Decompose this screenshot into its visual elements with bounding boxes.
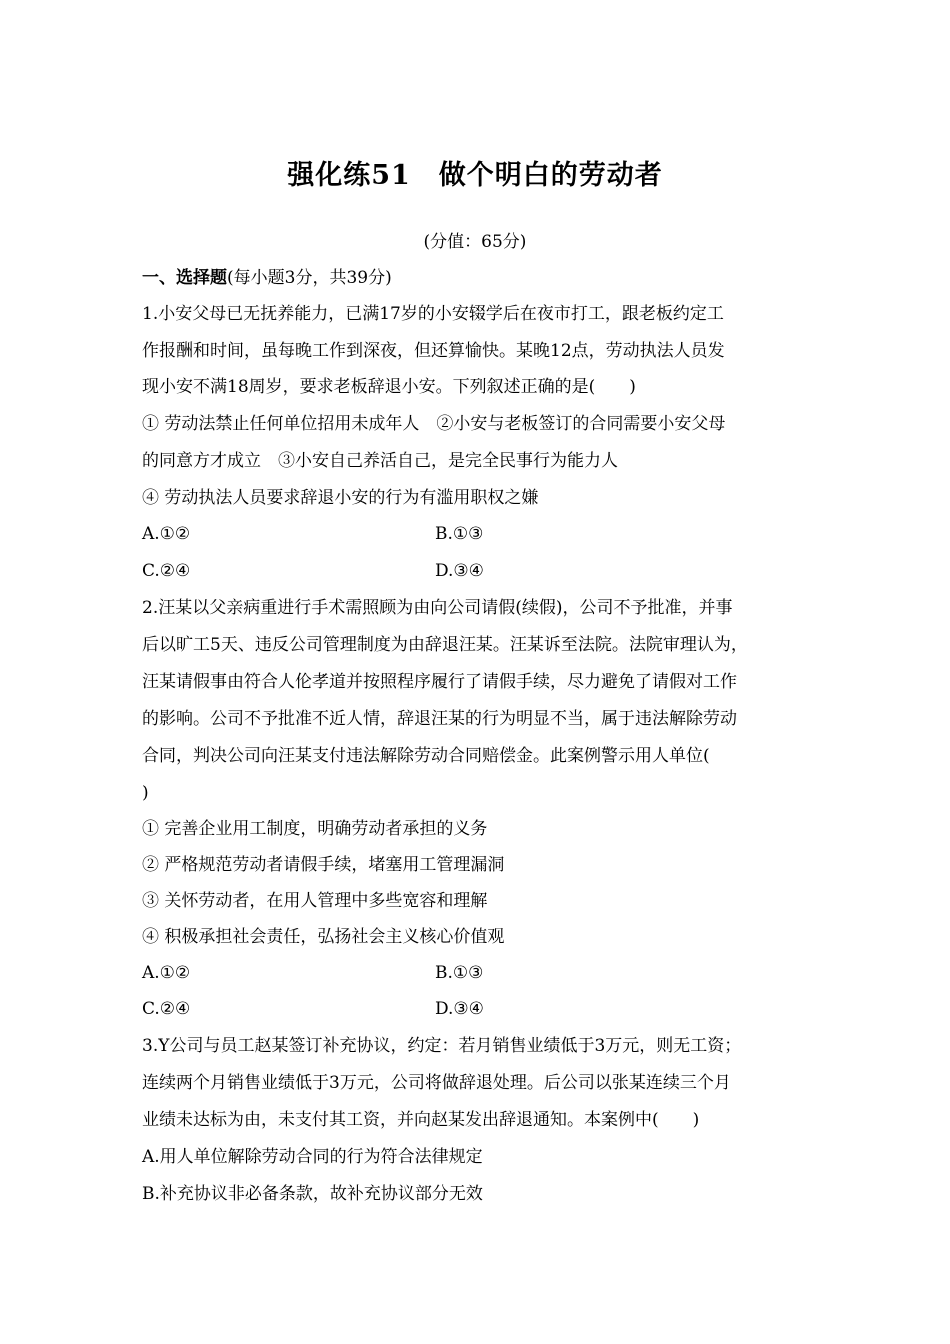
q3-line: 连续两个月销售业绩低于3万元，公司将做辞退处理。后公司以张某连续三个月: [142, 1073, 731, 1093]
q1-line: 作报酬和时间，虽每晚工作到深夜，但还算愉快。某晚12点，劳动执法人员发: [142, 341, 725, 361]
q2-option-a: A.①②: [142, 963, 191, 983]
q2-line: ③ 关怀劳动者，在用人管理中多些宽容和理解: [142, 891, 488, 911]
q2-line: 的影响。公司不予批准不近人情，辞退汪某的行为明显不当，属于违法解除劳动: [142, 709, 737, 729]
q3-line: 3.Y公司与员工赵某签订补充协议，约定：若月销售业绩低于3万元，则无工资；: [142, 1036, 742, 1056]
page-title: 强化练51 做个明白的劳动者: [287, 160, 663, 191]
q2-option-b: B.①③: [435, 963, 484, 983]
q2-option-c: C.②④: [142, 999, 191, 1019]
q2-option-d: D.③④: [435, 999, 484, 1019]
q2-line: ): [142, 783, 149, 803]
q2-line: 2.汪某以父亲病重进行手术需照顾为由向公司请假(续假)，公司不予批准，并事: [142, 598, 733, 618]
q1-option-a: A.①②: [142, 524, 191, 544]
q2-line: 汪某请假事由符合人伦孝道并按照程序履行了请假手续，尽力避免了请假对工作: [142, 672, 737, 692]
q3-option-a: A.用人单位解除劳动合同的行为符合法律规定: [142, 1147, 483, 1167]
q1-option-c: C.②④: [142, 561, 191, 581]
q1-line: 的同意方才成立 ③小安自己养活自己，是完全民事行为能力人: [142, 451, 618, 471]
score-subtitle: (分值：65分): [423, 232, 527, 252]
q2-line: ① 完善企业用工制度，明确劳动者承担的义务: [142, 819, 488, 839]
section-heading-text: 一、选择题: [142, 268, 227, 288]
q2-line: 后以旷工5天、违反公司管理制度为由辞退汪某。汪某诉至法院。法院审理认为，: [142, 635, 748, 655]
q1-line: ④ 劳动执法人员要求辞退小安的行为有滥用职权之嫌: [142, 488, 539, 508]
q2-line: 合同，判决公司向汪某支付违法解除劳动合同赔偿金。此案例警示用人单位(: [142, 746, 710, 766]
q1-option-b: B.①③: [435, 524, 484, 544]
q1-line: ① 劳动法禁止任何单位招用未成年人 ②小安与老板签订的合同需要小安父母: [142, 414, 726, 434]
section-note: (每小题3分，共39分): [227, 268, 392, 288]
section-heading: [142, 264, 392, 292]
q1-option-d: D.③④: [435, 561, 484, 581]
q3-option-b: B.补充协议非必备条款，故补充协议部分无效: [142, 1184, 483, 1204]
q2-line: ② 严格规范劳动者请假手续，堵塞用工管理漏洞: [142, 855, 505, 875]
q2-line: ④ 积极承担社会责任，弘扬社会主义核心价值观: [142, 927, 505, 947]
q1-line: 1.小安父母已无抚养能力，已满17岁的小安辍学后在夜市打工，跟老板约定工: [142, 304, 724, 324]
q1-line: 现小安不满18周岁，要求老板辞退小安。下列叙述正确的是( ): [142, 377, 636, 397]
q3-line: 业绩未达标为由，未支付其工资，并向赵某发出辞退通知。本案例中( ): [142, 1110, 700, 1130]
